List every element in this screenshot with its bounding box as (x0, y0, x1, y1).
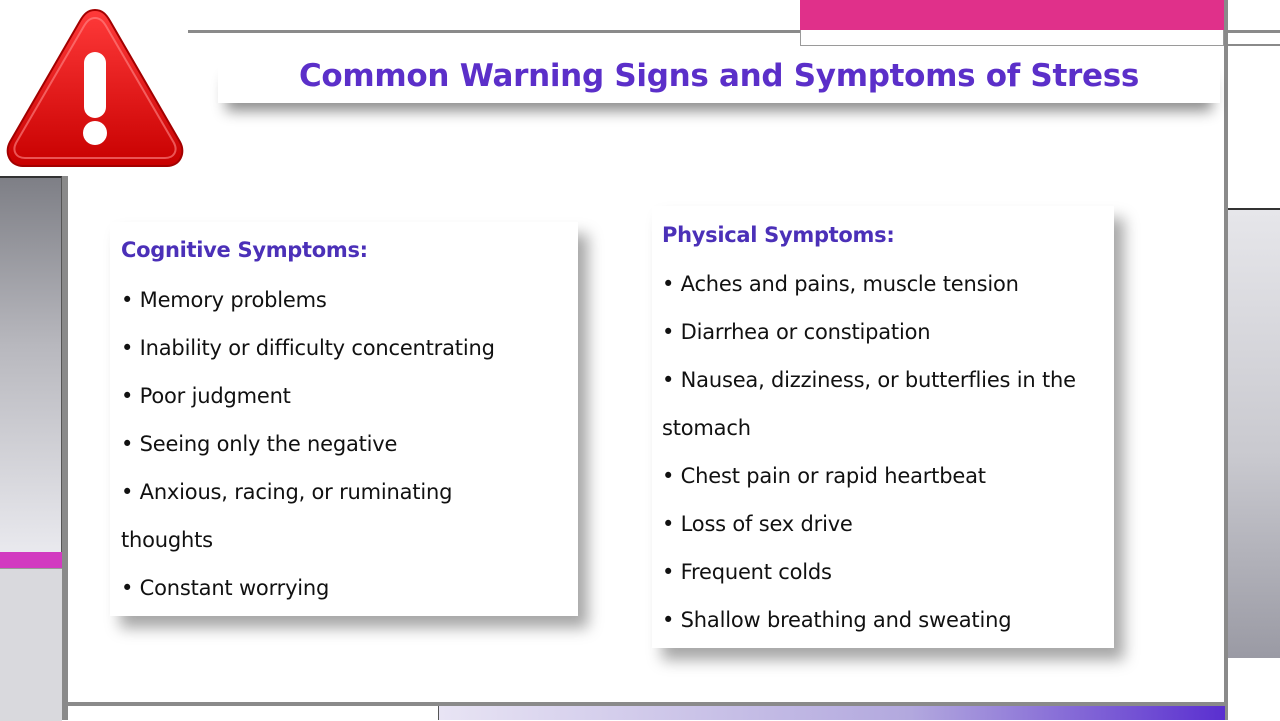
left-gradient-panel (0, 176, 62, 552)
list-item: • Aches and pains, muscle tension (662, 272, 1019, 296)
right-gradient-panel (1228, 208, 1280, 658)
left-rail (62, 176, 68, 720)
pink-bar-outline (800, 30, 1224, 46)
physical-list (662, 260, 1076, 644)
cognitive-list (121, 276, 495, 612)
list-item: • Diarrhea or constipation (662, 320, 931, 344)
top-right-divider (1228, 44, 1280, 46)
slide-title: Common Warning Signs and Symptoms of Stress (298, 58, 1139, 94)
warning-triangle-icon (4, 6, 186, 170)
list-item: • Shallow breathing and sweating (662, 608, 1012, 632)
cognitive-heading: Cognitive Symptoms: (121, 238, 368, 262)
pink-accent-bar (800, 0, 1224, 30)
physical-heading: Physical Symptoms: (662, 223, 895, 247)
list-item: • Poor judgment (121, 384, 291, 408)
list-item: • Nausea, dizziness, or butterflies in the (662, 368, 1076, 392)
list-item: stomach (662, 416, 751, 440)
list-item: • Anxious, racing, or ruminating (121, 480, 453, 504)
list-item: • Memory problems (121, 288, 327, 312)
list-item: • Loss of sex drive (662, 512, 853, 536)
list-item: • Constant worrying (121, 576, 330, 600)
bottom-gradient-bar (438, 706, 1225, 720)
list-item: • Inability or difficulty concentrating (121, 336, 495, 360)
list-item: • Chest pain or rapid heartbeat (662, 464, 986, 488)
list-item: • Frequent colds (662, 560, 832, 584)
left-pink-accent (0, 552, 62, 568)
left-bottom-panel (0, 568, 62, 721)
list-item: • Seeing only the negative (121, 432, 398, 456)
list-item: thoughts (121, 528, 213, 552)
